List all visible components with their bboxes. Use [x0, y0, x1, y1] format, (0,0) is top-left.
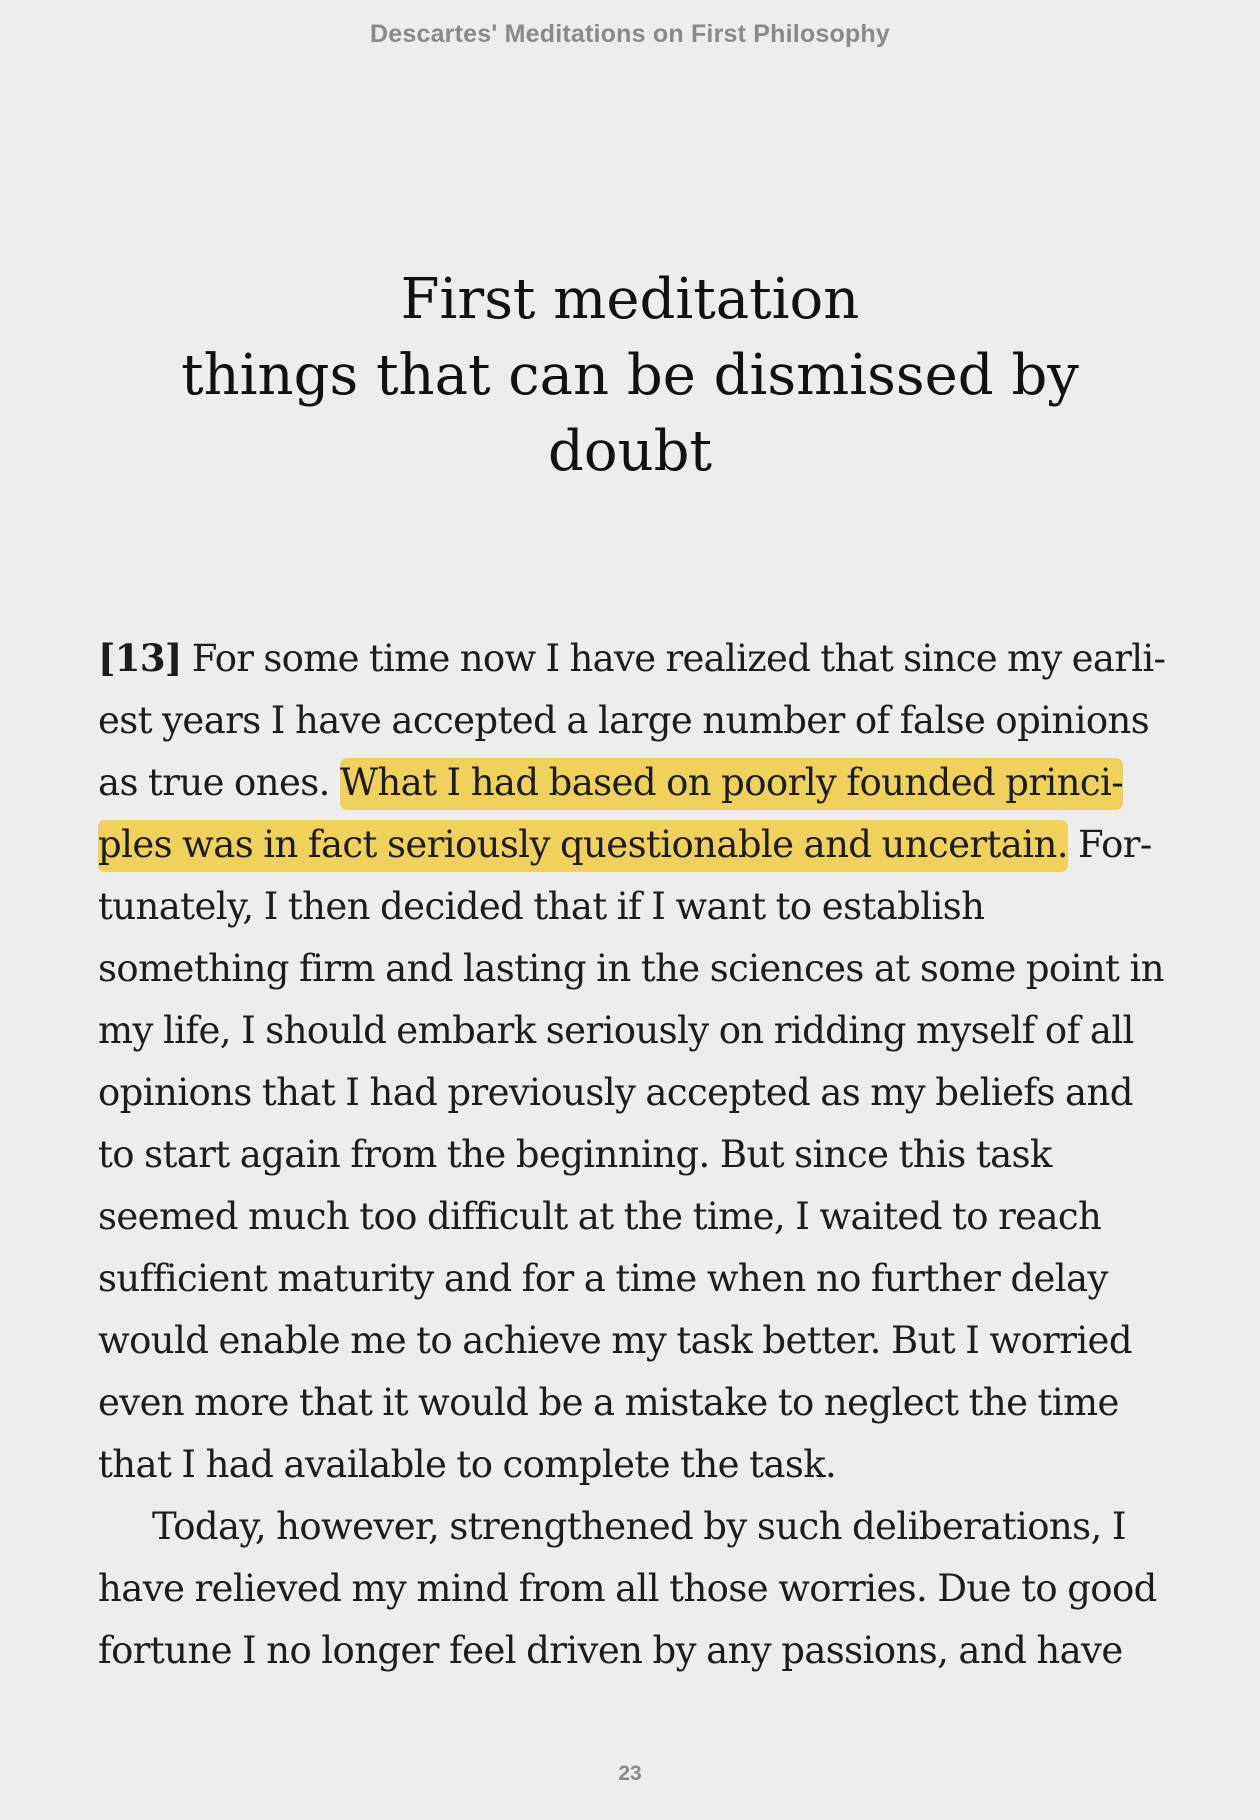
text-line — [98, 752, 1168, 814]
paragraph-number: [13] — [98, 636, 182, 680]
book-title: Descartes' Meditations on First Philosophy — [370, 20, 890, 48]
text-segment: For some time now I have realized that since my earli- — [181, 637, 1166, 680]
text-line: even more that it would be a mistake to neglect the time — [98, 1381, 1119, 1424]
chapter-title-line: First meditation — [400, 267, 860, 332]
page-number: 23 — [618, 1762, 642, 1785]
text-line: something firm and lasting in the sciences at some point in — [98, 947, 1164, 990]
text-line — [98, 627, 1168, 690]
body-text[interactable] — [98, 627, 1168, 1682]
highlighted-text[interactable]: ples was in fact seriously questionable and uncertain. — [98, 820, 1068, 872]
chapter-heading — [0, 262, 1260, 490]
text-line: sufficient maturity and for a time when no further delay — [98, 1257, 1108, 1300]
chapter-subtitle-line: doubt — [548, 419, 712, 484]
text-line: would enable me to achieve my task better. But I worried — [98, 1319, 1132, 1362]
text-line: tunately, I then decided that if I want to establish — [98, 885, 985, 928]
chapter-subtitle-line: things that can be dismissed by — [181, 343, 1079, 408]
text-line: seemed much too difficult at the time, I waited to reach — [98, 1195, 1102, 1238]
text-segment: as true ones. — [98, 761, 340, 804]
text-line — [98, 814, 1168, 876]
text-segment: For- — [1067, 823, 1152, 866]
text-line: fortune I no longer feel driven by any passions, and have — [98, 1629, 1123, 1672]
text-line: Today, however, strengthened by such deliberations, I — [152, 1505, 1126, 1548]
text-line: my life, I should embark seriously on ridding myself of all — [98, 1009, 1134, 1052]
text-line: have relieved my mind from all those worries. Due to good — [98, 1567, 1157, 1610]
text-line: opinions that I had previously accepted as my beliefs and — [98, 1071, 1133, 1114]
text-line: est years I have accepted a large number of false opinions — [98, 699, 1150, 742]
text-line: that I had available to complete the task. — [98, 1443, 837, 1486]
highlighted-text[interactable]: What I had based on poorly founded princi- — [340, 758, 1123, 810]
text-line: to start again from the beginning. But since this task — [98, 1133, 1052, 1176]
